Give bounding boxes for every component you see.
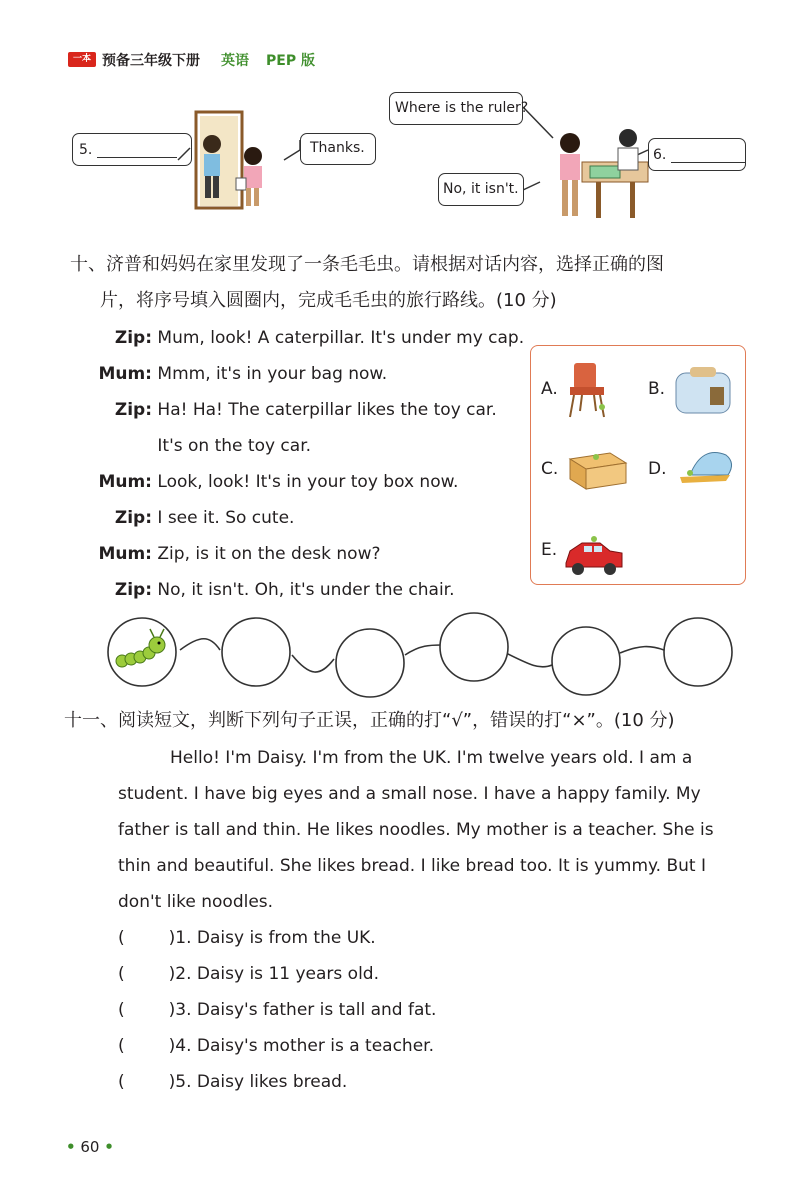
doorway-illustration — [196, 112, 262, 208]
book-version: PEP 版 — [266, 53, 315, 69]
book-grade: 预备三年级下册 — [102, 53, 200, 69]
page-number: 60 — [80, 1138, 100, 1156]
question-text: 5. Daisy likes bread. — [175, 1072, 348, 1092]
question-item — [118, 1000, 618, 1036]
footer-dot: • — [66, 1138, 76, 1156]
speaker: Zip: — [114, 328, 152, 348]
dialogue-line — [92, 500, 532, 536]
q6-answer-bubble — [648, 138, 746, 171]
chair-icon — [570, 363, 605, 417]
section-10-title-line1: 十、济普和妈妈在家里发现了一条毛毛虫。请根据对话内容，选择正确的图 — [70, 254, 664, 275]
dialogue — [92, 320, 532, 608]
toy-car-icon — [566, 536, 622, 575]
line-text: Zip, is it on the desk now? — [157, 544, 381, 564]
passage-line: student. I have big eyes and a small nose. I have a happy family. My — [118, 784, 701, 804]
question-list — [118, 928, 618, 1108]
section-10-title-line2: 片，将序号填入圆圈内，完成毛毛虫的旅行路线。(10 分) — [100, 290, 557, 311]
section-11-title: 十一、阅读短文，判断下列句子正误，正确的打“√”，错误的打“×”。(10 分) — [64, 710, 675, 731]
speaker: Mum: — [98, 364, 152, 384]
answer-paren-open[interactable]: ( — [118, 1000, 125, 1020]
answer-paren-close: ) — [168, 1072, 176, 1092]
route-circle-2[interactable] — [336, 629, 404, 697]
speaker: Zip: — [114, 580, 152, 600]
route-circle-4[interactable] — [552, 627, 620, 695]
passage-line: thin and beautiful. She likes bread. I like bread too. It is yummy. But I — [118, 856, 706, 876]
dialogue-line — [92, 428, 532, 464]
answer-paren-open[interactable]: ( — [118, 928, 125, 948]
q6-question-bubble: Where is the ruler? — [389, 92, 523, 125]
passage-line: father is tall and thin. He likes noodles. My mother is a teacher. She is — [118, 820, 714, 840]
answer-paren-close: ) — [168, 964, 176, 984]
passage-line: Hello! I'm Daisy. I'm from the UK. I'm twelve years old. I am a — [170, 748, 693, 768]
footer-dot: • — [104, 1138, 114, 1156]
speaker: Zip: — [114, 508, 152, 528]
series-badge: 一本 — [68, 52, 96, 67]
question-text: 1. Daisy is from the UK. — [175, 928, 376, 948]
route-circle-1[interactable] — [222, 618, 290, 686]
question-item — [118, 928, 618, 964]
route-circle-5[interactable] — [664, 618, 732, 686]
question-item — [118, 964, 618, 1000]
line-text: Mmm, it's in your bag now. — [157, 364, 388, 384]
line-text: Ha! Ha! The caterpillar likes the toy car. — [157, 400, 497, 420]
option-c-label: C. — [541, 459, 559, 479]
line-text: Mum, look! A caterpillar. It's under my cap. — [157, 328, 525, 348]
reading-passage — [118, 740, 758, 920]
question-text: 3. Daisy's father is tall and fat. — [175, 1000, 437, 1020]
line-text: Look, look! It's in your toy box now. — [157, 472, 459, 492]
option-b-label: B. — [648, 379, 666, 399]
toy-box-icon — [570, 453, 626, 489]
line-text: No, it isn't. Oh, it's under the chair. — [157, 580, 455, 600]
q6-blank[interactable] — [671, 146, 745, 163]
answer-paren-close: ) — [168, 928, 176, 948]
answer-paren-open[interactable]: ( — [118, 964, 125, 984]
q6-number: 6. — [653, 147, 667, 163]
book-subject: 英语 — [221, 53, 249, 69]
caterpillar-route — [100, 605, 740, 705]
line-text: I see it. So cute. — [157, 508, 295, 528]
speaker: Zip: — [114, 400, 152, 420]
route-circle-3[interactable] — [440, 613, 508, 681]
dialogue-line — [92, 356, 532, 392]
answer-paren-close: ) — [168, 1036, 176, 1056]
dialogue-line — [92, 572, 532, 608]
line-text: It's on the toy car. — [157, 436, 312, 456]
bag-icon — [676, 367, 730, 413]
option-a-label: A. — [541, 379, 558, 399]
passage-line: don't like noodles. — [118, 892, 274, 912]
page-number-footer — [66, 1138, 114, 1156]
answer-paren-open[interactable]: ( — [118, 1036, 125, 1056]
q6-reply-bubble: No, it isn't. — [438, 173, 524, 206]
dialogue-line — [92, 320, 532, 356]
question-item — [118, 1036, 618, 1072]
option-pictures — [530, 345, 746, 585]
q5-number: 5. — [79, 142, 93, 158]
answer-paren-open[interactable]: ( — [118, 1072, 125, 1092]
option-e-label: E. — [541, 540, 558, 560]
question-text: 4. Daisy's mother is a teacher. — [175, 1036, 434, 1056]
answer-paren-close: ) — [168, 1000, 176, 1020]
speaker: Mum: — [98, 472, 152, 492]
speaker: Mum: — [98, 544, 152, 564]
classroom-illustration — [560, 129, 648, 218]
q5-thanks-bubble: Thanks. — [300, 133, 376, 165]
dialogue-line — [92, 536, 532, 572]
option-d-label: D. — [648, 459, 667, 479]
question-text: 2. Daisy is 11 years old. — [175, 964, 379, 984]
cap-icon — [680, 453, 732, 484]
dialogue-line — [92, 464, 532, 500]
dialogue-line — [92, 392, 532, 428]
question-item — [118, 1072, 618, 1108]
